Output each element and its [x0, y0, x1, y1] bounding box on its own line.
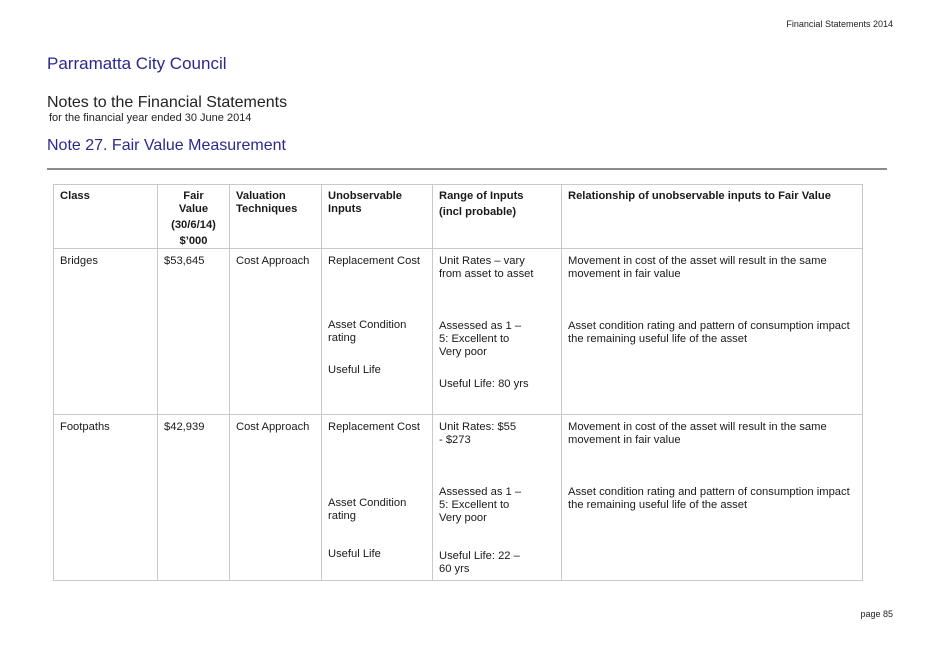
input-cell: Asset Condition rating [328, 497, 407, 522]
note-title: Note 27. Fair Value Measurement [47, 137, 286, 154]
class-cell: Footpaths [60, 421, 110, 433]
range-cell: Useful Life: 22 – 60 yrs [439, 550, 520, 575]
input-cell: Useful Life [328, 548, 381, 560]
input-cell: Replacement Cost [328, 421, 421, 433]
header-relationship: Relationship of unobservable inputs to Fair Value [562, 185, 863, 249]
technique-cell: Cost Approach [236, 421, 310, 433]
table-header-row [54, 185, 863, 249]
header-range-of-inputs: Range of Inputs (incl probable) [433, 185, 562, 249]
fair-value-cell: $53,645 [164, 255, 205, 267]
page-number: page 85 [860, 609, 893, 619]
notes-subtitle: for the financial year ended 30 June 2014 [49, 112, 252, 124]
notes-title: Notes to the Financial Statements [47, 94, 288, 111]
report-header: Financial Statements 2014 [786, 19, 893, 29]
range-cell: Useful Life: 80 yrs [439, 378, 529, 390]
input-cell: Useful Life [328, 364, 381, 376]
header-valuation-techniques: Valuation Techniques [230, 185, 322, 249]
range-cell: Assessed as 1 – 5: Excellent to Very poor [439, 486, 522, 524]
fair-value-table [53, 184, 863, 581]
relationship-cell: Asset condition rating and pattern of consumption impact the remaining useful life of the asset [568, 486, 850, 511]
fair-value-cell: $42,939 [164, 421, 205, 433]
input-cell: Asset Condition rating [328, 319, 407, 344]
range-cell: Unit Rates – vary from asset to asset [439, 255, 534, 280]
relationship-cell: Asset condition rating and pattern of consumption impact the remaining useful life of the asset [568, 320, 850, 345]
header-fair-value: Fair Value (30/6/14) $’000 [158, 185, 230, 249]
council-name: Parramatta City Council [47, 54, 227, 73]
header-unobservable-inputs: Unobservable Inputs [322, 185, 433, 249]
range-cell: Unit Rates: $55 - $273 [439, 421, 517, 446]
relationship-cell: Movement in cost of the asset will result in the same movement in fair value [568, 421, 827, 446]
class-cell: Bridges [60, 255, 98, 267]
table-row [54, 415, 863, 581]
technique-cell: Cost Approach [236, 255, 310, 267]
input-cell: Replacement Cost [328, 255, 421, 267]
header-class: Class [54, 185, 158, 249]
range-cell: Assessed as 1 – 5: Excellent to Very poor [439, 320, 522, 358]
divider [47, 168, 887, 170]
table-row [54, 249, 863, 415]
relationship-cell: Movement in cost of the asset will result in the same movement in fair value [568, 255, 827, 280]
